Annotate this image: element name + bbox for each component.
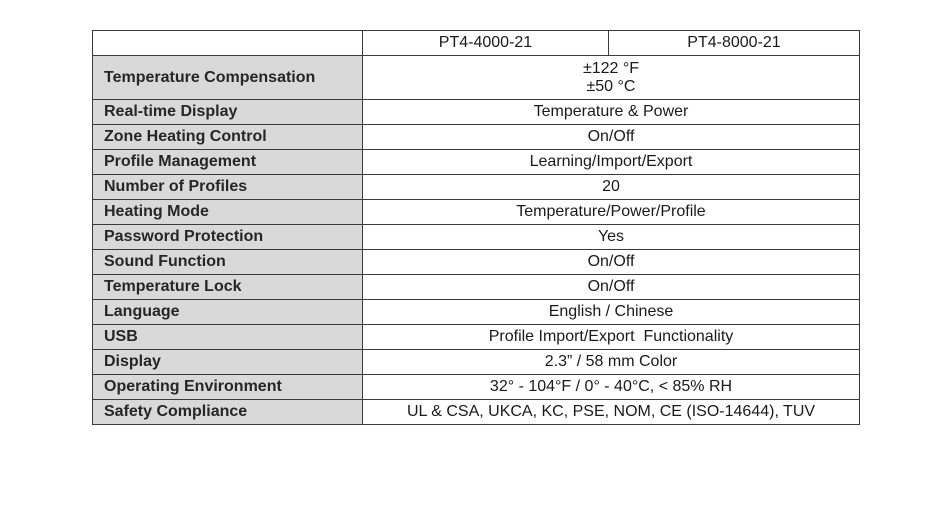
header-corner-cell [93, 31, 363, 56]
row-value: Learning/Import/Export [363, 150, 860, 175]
row-value: Temperature & Power [363, 100, 860, 125]
table-row [93, 325, 860, 350]
table-row [93, 56, 860, 100]
table-row [93, 350, 860, 375]
row-value [363, 56, 860, 100]
row-value: Temperature/Power/Profile [363, 200, 860, 225]
table-row [93, 200, 860, 225]
table-row [93, 275, 860, 300]
row-value: On/Off [363, 125, 860, 150]
row-value: Yes [363, 225, 860, 250]
header-row [93, 31, 860, 56]
row-value: On/Off [363, 275, 860, 300]
row-label: Password Protection [93, 225, 363, 250]
spec-table [92, 30, 860, 425]
row-label: Temperature Compensation [93, 56, 363, 100]
row-label: Safety Compliance [93, 400, 363, 425]
row-label: Profile Management [93, 150, 363, 175]
row-value: 20 [363, 175, 860, 200]
table-row [93, 175, 860, 200]
table-row [93, 400, 860, 425]
row-value: 32° - 104°F / 0° - 40°C, < 85% RH [363, 375, 860, 400]
row-value: On/Off [363, 250, 860, 275]
table-row [93, 225, 860, 250]
table-row [93, 125, 860, 150]
model-header-1: PT4-4000-21 [363, 31, 609, 56]
row-label: Temperature Lock [93, 275, 363, 300]
row-value-line: ±122 °F [582, 59, 640, 77]
row-label: Display [93, 350, 363, 375]
row-value-line: ±50 °C [586, 77, 636, 95]
row-label: Real-time Display [93, 100, 363, 125]
row-label: Language [93, 300, 363, 325]
row-label: Heating Mode [93, 200, 363, 225]
table-row [93, 100, 860, 125]
table-row [93, 375, 860, 400]
row-label: Number of Profiles [93, 175, 363, 200]
table-row [93, 250, 860, 275]
row-label: Zone Heating Control [93, 125, 363, 150]
row-value: UL & CSA, UKCA, KC, PSE, NOM, CE (ISO-14644), TUV [363, 400, 860, 425]
row-label: Operating Environment [93, 375, 363, 400]
row-value: English / Chinese [363, 300, 860, 325]
table-row [93, 150, 860, 175]
table-row [93, 300, 860, 325]
row-label: USB [93, 325, 363, 350]
row-value: Profile Import/Export Functionality [363, 325, 860, 350]
row-label: Sound Function [93, 250, 363, 275]
model-header-2: PT4-8000-21 [609, 31, 860, 56]
row-value: 2.3” / 58 mm Color [363, 350, 860, 375]
